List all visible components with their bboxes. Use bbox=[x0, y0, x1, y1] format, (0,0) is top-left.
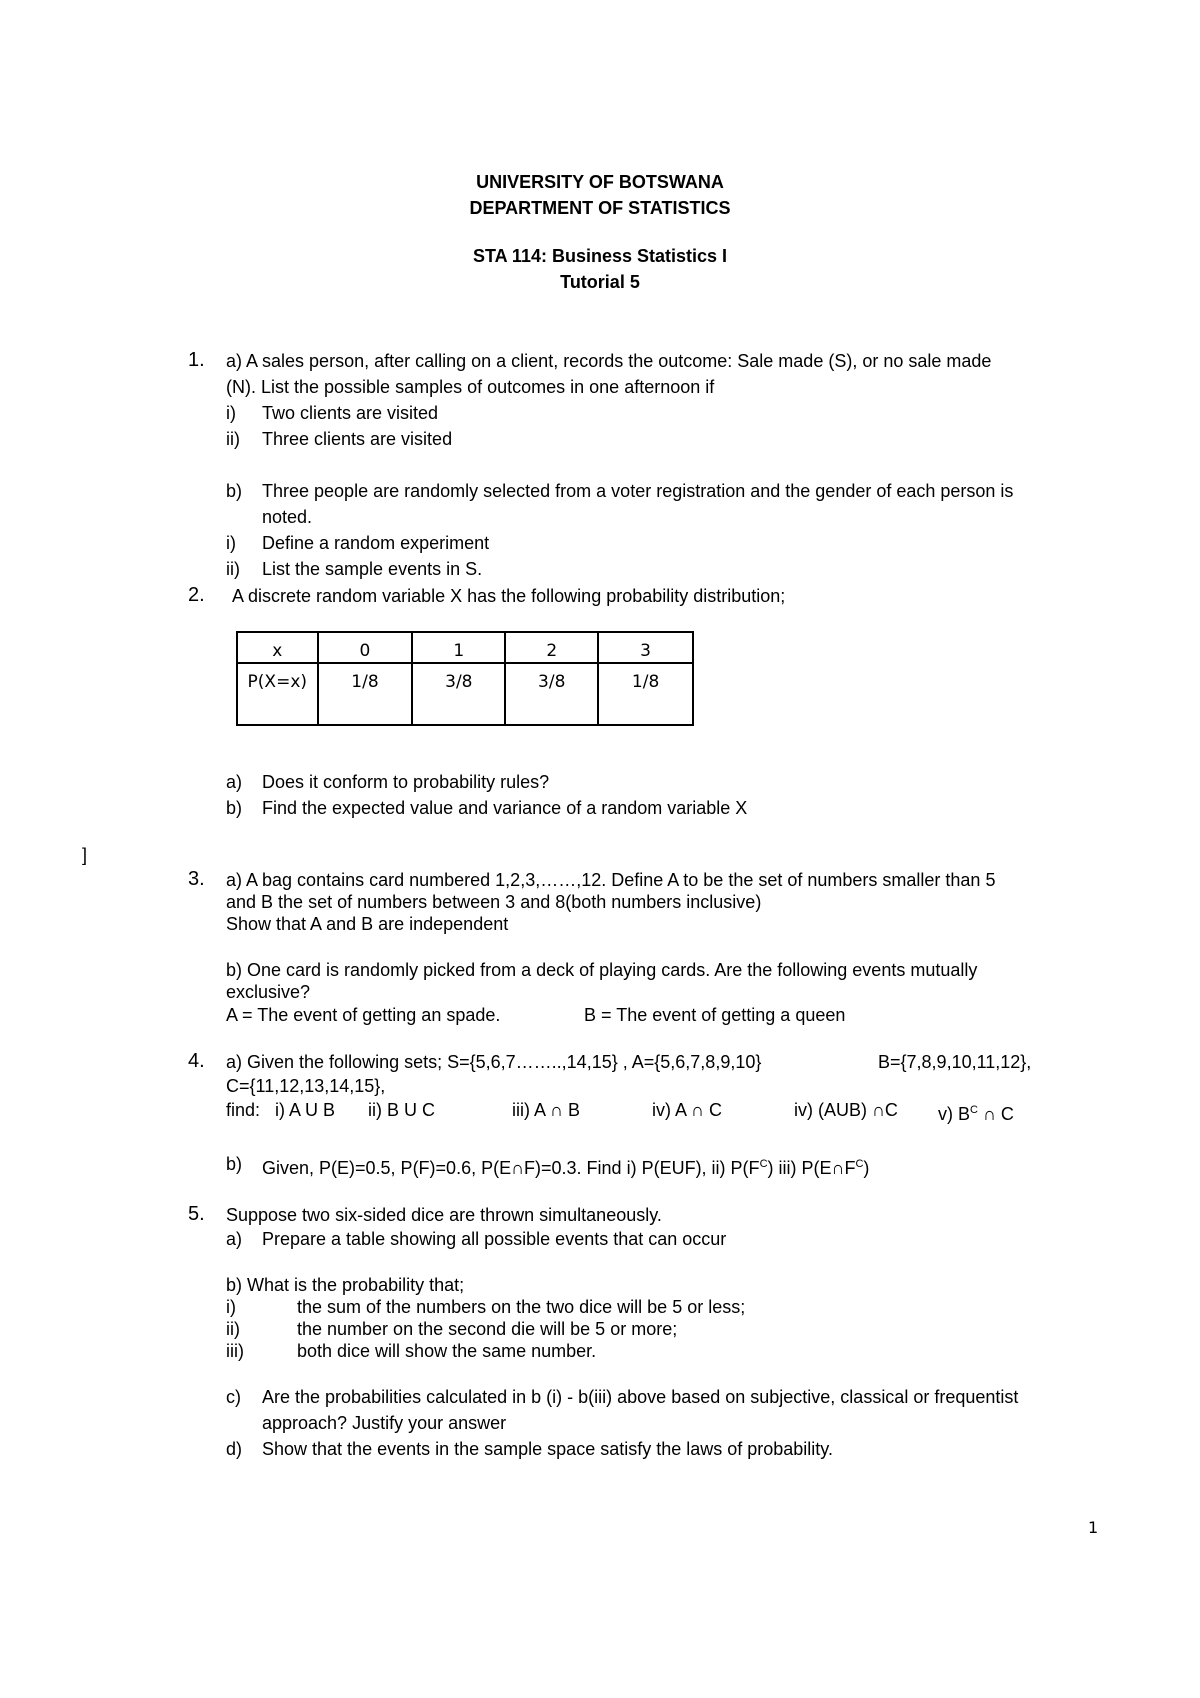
list-label: ii) bbox=[226, 429, 240, 449]
q1-a-ii: Three clients are visited bbox=[262, 429, 453, 449]
q4-b-post: ) bbox=[863, 1158, 870, 1178]
q1-a-i: Two clients are visited bbox=[262, 403, 439, 423]
list-label: ii) bbox=[226, 1319, 240, 1339]
list-label: d) bbox=[226, 1439, 243, 1459]
complement-superscript: C bbox=[759, 1158, 768, 1170]
q3-a-text: a) A bag contains card numbered 1,2,3,……,12. Define A to be the set of numbers smaller than 5 bbox=[226, 870, 996, 890]
q4-find-v bbox=[938, 1099, 1014, 1125]
list-label: a) bbox=[226, 1229, 243, 1249]
q5-b-ii: the number on the second die will be 5 or more; bbox=[297, 1319, 678, 1339]
q1-b-text: Three people are randomly selected from a voter registration and the gender of each person is bbox=[262, 481, 1014, 501]
question-number: 1. bbox=[188, 349, 205, 371]
q1-b-ii: List the sample events in S. bbox=[262, 559, 483, 579]
table-cell: 1/8 bbox=[318, 663, 413, 725]
stray-bracket: ] bbox=[82, 845, 88, 865]
q1-a-text: a) A sales person, after calling on a client, records the outcome: Sale made (S), or no sale made bbox=[226, 351, 992, 371]
complement-superscript: C bbox=[855, 1158, 864, 1170]
table-cell: 3/8 bbox=[505, 663, 598, 725]
q4-b-pre: Given, P(E)=0.5, P(F)=0.6, P(E∩F)=0.3. Find i) P(EUF), ii) P(F bbox=[262, 1158, 760, 1178]
q5-b-iii: both dice will show the same number. bbox=[297, 1341, 597, 1361]
q5-b-i: the sum of the numbers on the two dice will be 5 or less; bbox=[297, 1297, 746, 1317]
table-cell: 1/8 bbox=[598, 663, 693, 725]
list-label: b) bbox=[226, 1154, 243, 1174]
q4-b-text bbox=[262, 1153, 869, 1179]
q5-d: Show that the events in the sample space satisfy the laws of probability. bbox=[262, 1439, 833, 1459]
q4-a-set-b: B={7,8,9,10,11,12}, bbox=[878, 1052, 1032, 1072]
q1-b-i: Define a random experiment bbox=[262, 533, 490, 553]
table-cell: x bbox=[237, 632, 318, 663]
table-cell: 3 bbox=[598, 632, 693, 663]
q1-a-text-cont: (N). List the possible samples of outcomes in one afternoon if bbox=[226, 377, 715, 397]
table-cell: 2 bbox=[505, 632, 598, 663]
q4-find-iv: iv) A ∩ C bbox=[652, 1100, 722, 1120]
table-cell: P(X=x) bbox=[237, 663, 318, 725]
q2-a: Does it conform to probability rules? bbox=[262, 772, 550, 792]
q4-a-set-c: C={11,12,13,14,15}, bbox=[226, 1076, 386, 1096]
table-row bbox=[237, 632, 693, 663]
q4-find-iv-union: iv) (AUB) ∩C bbox=[794, 1100, 898, 1120]
q2-b: Find the expected value and variance of a random variable X bbox=[262, 798, 748, 818]
q4-a-sets: a) Given the following sets; S={5,6,7……..,14,15} , A={5,6,7,8,9,10} bbox=[226, 1052, 762, 1072]
q2-text: A discrete random variable X has the following probability distribution; bbox=[232, 586, 786, 606]
question-number: 5. bbox=[188, 1203, 205, 1225]
q5-text: Suppose two six-sided dice are thrown simultaneously. bbox=[226, 1205, 662, 1225]
question-number: 2. bbox=[188, 584, 205, 606]
q5-a: Prepare a table showing all possible events that can occur bbox=[262, 1229, 727, 1249]
q4-find-ii: ii) B U C bbox=[368, 1100, 435, 1120]
q5-b-intro: b) What is the probability that; bbox=[226, 1275, 465, 1295]
q4-find-v-pre: v) B bbox=[938, 1104, 971, 1124]
question-number: 3. bbox=[188, 868, 205, 890]
q5-c-cont: approach? Justify your answer bbox=[262, 1413, 507, 1433]
question-number: 4. bbox=[188, 1050, 205, 1072]
q4-b-mid: ) iii) P(E∩F bbox=[767, 1158, 856, 1178]
list-label: i) bbox=[226, 1297, 236, 1317]
q3-b-event-b: B = The event of getting a queen bbox=[584, 1005, 846, 1025]
list-label: c) bbox=[226, 1387, 241, 1407]
table-row bbox=[237, 663, 693, 725]
q3-b-text-cont: exclusive? bbox=[226, 982, 311, 1002]
list-label: i) bbox=[226, 403, 236, 423]
university-title: UNIVERSITY OF BOTSWANA bbox=[476, 172, 724, 192]
table-cell: 3/8 bbox=[412, 663, 505, 725]
complement-superscript: C bbox=[970, 1104, 978, 1116]
q4-find-i: i) A U B bbox=[275, 1100, 336, 1120]
tutorial-title: Tutorial 5 bbox=[560, 272, 640, 292]
q4-find-label: find: bbox=[226, 1100, 261, 1120]
list-label: b) bbox=[226, 798, 243, 818]
q4-find-iii: iii) A ∩ B bbox=[512, 1100, 580, 1120]
department-title: DEPARTMENT OF STATISTICS bbox=[469, 198, 731, 218]
list-label: i) bbox=[226, 533, 236, 553]
list-label: ii) bbox=[226, 559, 240, 579]
q1-b-text-cont: noted. bbox=[262, 507, 313, 527]
table-cell: 0 bbox=[318, 632, 413, 663]
q3-a-instruction: Show that A and B are independent bbox=[226, 914, 509, 934]
q4-find-v-post: ∩ C bbox=[977, 1104, 1014, 1124]
list-label: iii) bbox=[226, 1341, 244, 1361]
q3-b-text: b) One card is randomly picked from a deck of playing cards. Are the following events mutually bbox=[226, 960, 978, 980]
page-number: 1 bbox=[1088, 1518, 1099, 1537]
probability-distribution-table bbox=[236, 631, 694, 726]
table-cell: 1 bbox=[412, 632, 505, 663]
list-label: b) bbox=[226, 481, 243, 501]
q3-a-text-cont: and B the set of numbers between 3 and 8(both numbers inclusive) bbox=[226, 892, 762, 912]
q5-c: Are the probabilities calculated in b (i) - b(iii) above based on subjective, classical or frequentist bbox=[262, 1387, 1019, 1407]
list-label: a) bbox=[226, 772, 243, 792]
q3-b-event-a: A = The event of getting an spade. bbox=[226, 1005, 501, 1025]
course-title: STA 114: Business Statistics I bbox=[472, 246, 728, 266]
